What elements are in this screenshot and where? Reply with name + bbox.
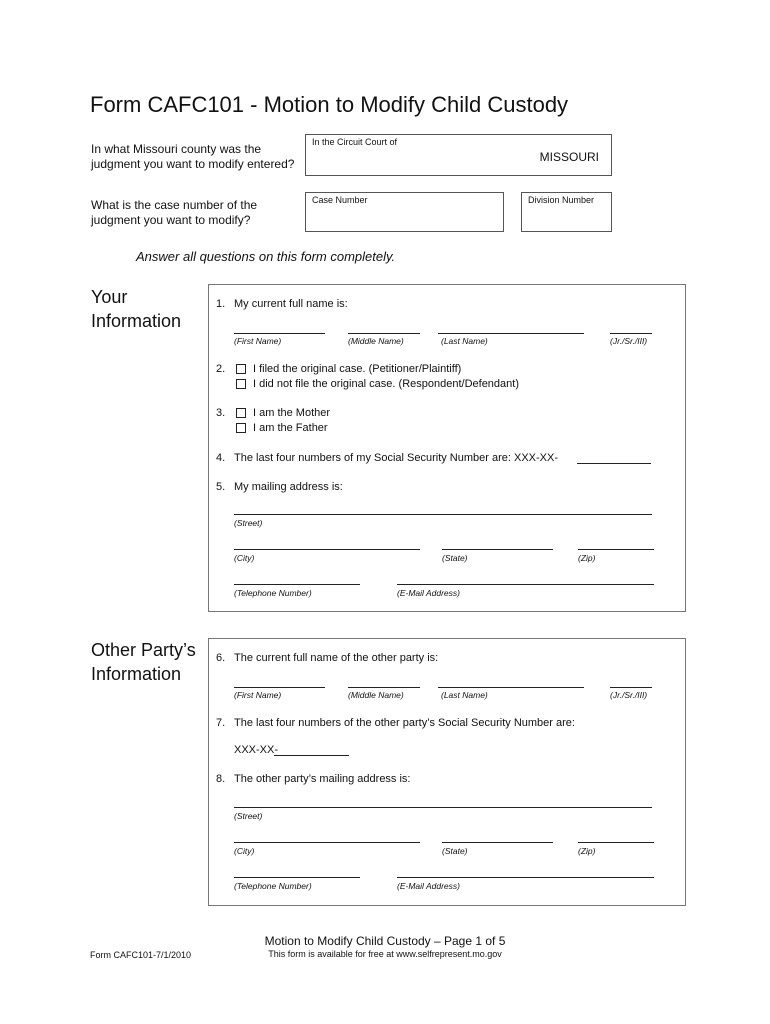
other-street-input[interactable] [234, 807, 652, 808]
q1-text: My current full name is: [234, 298, 348, 310]
other-last-name-label: (Last Name) [441, 690, 488, 700]
middle-name-label: (Middle Name) [348, 336, 404, 346]
q7-text: The last four numbers of the other party’s Social Security Number are: [234, 717, 575, 729]
other-first-name-input[interactable] [234, 687, 325, 688]
email-label: (E-Mail Address) [397, 588, 460, 598]
ssn-last-four-input[interactable] [577, 463, 651, 464]
other-city-input[interactable] [234, 842, 420, 843]
q7-number: 7. [216, 717, 226, 729]
other-telephone-input[interactable] [234, 877, 360, 878]
heading-line: Information [91, 311, 182, 331]
your-information-heading [91, 285, 181, 333]
mother-checkbox[interactable] [236, 408, 246, 418]
q5-number: 5. [216, 481, 226, 493]
middle-name-input[interactable] [348, 333, 420, 334]
other-first-name-label: (First Name) [234, 690, 282, 700]
state-value: MISSOURI [539, 150, 599, 164]
zip-input[interactable] [578, 549, 654, 550]
respondent-label: I did not file the original case. (Respondent/Defendant) [253, 378, 519, 390]
county-question [91, 142, 294, 172]
petitioner-label: I filed the original case. (Petitioner/Plaintiff) [253, 363, 462, 375]
first-name-input[interactable] [234, 333, 325, 334]
instruction-text: Answer all questions on this form completely. [136, 249, 396, 264]
other-party-panel [208, 638, 686, 906]
division-number-field[interactable] [521, 192, 612, 232]
footer-title-text: Motion to Modify Child Custody – Page 1 of 5 [264, 934, 506, 948]
q3-number: 3. [216, 407, 226, 419]
street-label: (Street) [234, 518, 263, 528]
father-checkbox[interactable] [236, 423, 246, 433]
zip-label: (Zip) [578, 553, 596, 563]
q8-text: The other party’s mailing address is: [234, 773, 411, 785]
other-ssn-last-four-input[interactable] [274, 755, 349, 756]
q4-number: 4. [216, 452, 226, 464]
other-middle-name-label: (Middle Name) [348, 690, 404, 700]
footer-availability-text: This form is available for free at www.selfrepresent.mo.gov [268, 949, 502, 959]
division-number-label: Division Number [528, 195, 595, 205]
other-middle-name-input[interactable] [348, 687, 420, 688]
last-name-label: (Last Name) [441, 336, 488, 346]
respondent-checkbox[interactable] [236, 379, 246, 389]
other-state-label: (State) [442, 846, 468, 856]
case-question-line1: What is the case number of the [91, 198, 258, 212]
q6-text: The current full name of the other party is: [234, 652, 439, 664]
other-city-label: (City) [234, 846, 255, 856]
circuit-court-field[interactable] [305, 134, 612, 176]
footer-page-title [0, 934, 770, 948]
father-label: I am the Father [253, 422, 328, 434]
other-zip-input[interactable] [578, 842, 654, 843]
state-input[interactable] [442, 549, 553, 550]
case-question [91, 198, 257, 228]
q2-number: 2. [216, 363, 226, 375]
other-party-heading [91, 638, 196, 686]
q1-number: 1. [216, 298, 226, 310]
telephone-input[interactable] [234, 584, 360, 585]
other-email-input[interactable] [397, 877, 654, 878]
case-question-line2: judgment you want to modify? [91, 213, 251, 227]
other-street-label: (Street) [234, 811, 263, 821]
q6-number: 6. [216, 652, 226, 664]
other-telephone-label: (Telephone Number) [234, 881, 312, 891]
q4-text: The last four numbers of my Social Security Number are: XXX-XX- [234, 452, 559, 464]
q7-prefix: XXX-XX- [234, 744, 279, 756]
county-question-line2: judgment you want to modify entered? [91, 157, 295, 171]
telephone-label: (Telephone Number) [234, 588, 312, 598]
page-title: Form CAFC101 - Motion to Modify Child Custody [90, 92, 569, 117]
suffix-input[interactable] [610, 333, 652, 334]
suffix-label: (Jr./Sr./III) [610, 336, 648, 346]
city-label: (City) [234, 553, 255, 563]
other-zip-label: (Zip) [578, 846, 596, 856]
petitioner-checkbox[interactable] [236, 364, 246, 374]
first-name-label: (First Name) [234, 336, 282, 346]
heading-line: Other Party’s [91, 640, 196, 660]
last-name-input[interactable] [438, 333, 584, 334]
footer-form-id: Form CAFC101-7/1/2010 [90, 950, 192, 960]
street-input[interactable] [234, 514, 652, 515]
heading-line: Information [91, 664, 182, 684]
mother-label: I am the Mother [253, 407, 331, 419]
circuit-court-label: In the Circuit Court of [312, 137, 398, 147]
email-input[interactable] [397, 584, 654, 585]
other-email-label: (E-Mail Address) [397, 881, 460, 891]
state-label: (State) [442, 553, 468, 563]
other-suffix-label: (Jr./Sr./III) [610, 690, 648, 700]
county-question-line1: In what Missouri county was the [91, 142, 262, 156]
q8-number: 8. [216, 773, 226, 785]
other-last-name-input[interactable] [438, 687, 584, 688]
other-suffix-input[interactable] [610, 687, 652, 688]
heading-line: Your [91, 287, 128, 307]
case-number-label: Case Number [312, 195, 368, 205]
case-number-field[interactable] [305, 192, 504, 232]
other-state-input[interactable] [442, 842, 553, 843]
q5-text: My mailing address is: [234, 481, 343, 493]
city-input[interactable] [234, 549, 420, 550]
your-information-panel [208, 284, 686, 612]
